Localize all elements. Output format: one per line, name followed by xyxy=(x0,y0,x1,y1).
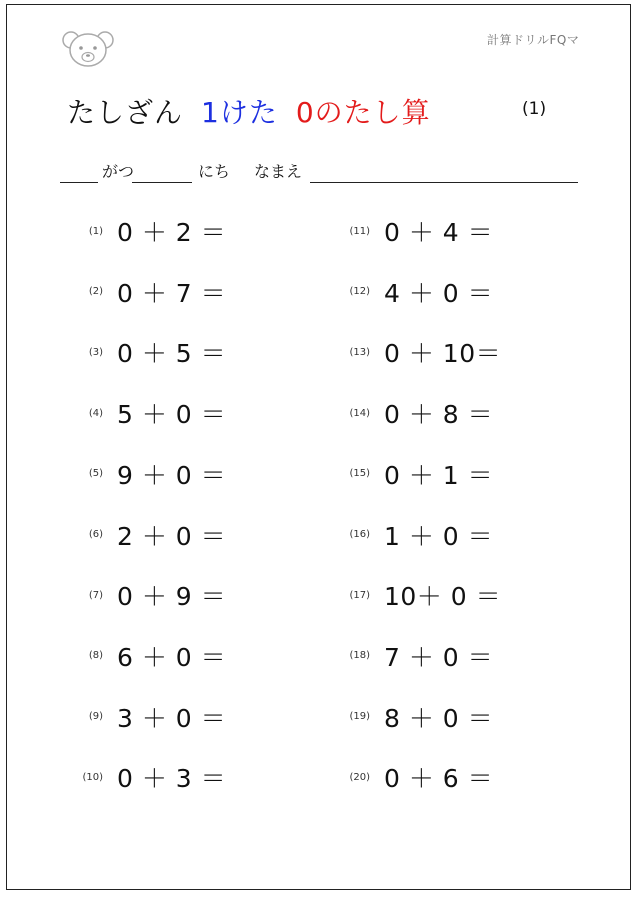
day-label: にち xyxy=(198,162,231,181)
title-part-digits: 1けた xyxy=(201,96,278,129)
problem-item xyxy=(334,275,493,309)
problem-number: (15) xyxy=(349,468,370,480)
problem-expression: 0 ＋ 2 ＝ xyxy=(117,218,227,247)
problem-number: (18) xyxy=(349,650,370,662)
problem-number: (12) xyxy=(349,286,370,298)
problem-number: (4) xyxy=(88,407,103,419)
problem-number: (3) xyxy=(88,346,103,358)
problem-expression: 4 ＋ 0 ＝ xyxy=(384,278,494,308)
sheet-number: (1) xyxy=(522,99,547,119)
problem-item xyxy=(67,396,226,430)
problem-expression: 2 ＋ 0 ＝ xyxy=(117,521,227,551)
problem-number: (8) xyxy=(88,650,103,662)
problem-expression: 0 ＋ 3 ＝ xyxy=(117,764,227,794)
problem-item xyxy=(334,396,493,430)
problem-expression: 0 ＋ 7 ＝ xyxy=(117,278,227,308)
problem-item xyxy=(67,639,226,673)
problem-expression: 6 ＋ 0 ＝ xyxy=(117,642,227,672)
day-blank[interactable] xyxy=(132,181,192,183)
problem-number: (11) xyxy=(349,225,370,237)
problem-number: (17) xyxy=(349,589,370,601)
problem-item xyxy=(67,518,226,552)
problem-item xyxy=(334,518,493,552)
problem-item xyxy=(334,457,493,491)
problem-number: (1) xyxy=(88,225,103,237)
month-label: がつ xyxy=(102,162,135,181)
problem-expression: 1 ＋ 0 ＝ xyxy=(384,521,494,551)
problem-item xyxy=(67,457,226,491)
brand-label: 計算ドリルFQマ xyxy=(487,33,580,47)
problem-number: (9) xyxy=(88,711,103,723)
problem-item xyxy=(67,700,226,734)
problem-expression: 0 ＋ 9 ＝ xyxy=(117,582,227,612)
problem-item xyxy=(334,639,493,673)
problem-expression: 7 ＋ 0 ＝ xyxy=(384,642,494,672)
name-label: なまえ xyxy=(254,162,303,181)
problem-expression: 0 ＋ 5 ＝ xyxy=(117,339,227,369)
month-blank[interactable] xyxy=(60,181,98,183)
problem-expression: 8 ＋ 0 ＝ xyxy=(384,703,494,733)
name-blank[interactable] xyxy=(310,181,578,183)
problem-item xyxy=(67,760,226,794)
problem-number: (2) xyxy=(88,286,103,298)
problem-expression: 3 ＋ 0 ＝ xyxy=(117,703,227,733)
problem-item xyxy=(334,578,501,612)
date-name-line xyxy=(60,155,578,185)
problem-expression: 9 ＋ 0 ＝ xyxy=(117,460,227,490)
problem-item xyxy=(67,275,226,309)
title-part-tashizan: たしざん xyxy=(67,96,184,129)
problem-expression: 5 ＋ 0 ＝ xyxy=(117,400,227,430)
problem-number: (6) xyxy=(88,529,103,540)
problem-expression: 0 ＋ 1 ＝ xyxy=(384,460,494,490)
problem-expression: 0 ＋ 4 ＝ xyxy=(384,218,494,247)
problem-number: (13) xyxy=(349,346,370,358)
problem-number: (10) xyxy=(82,771,103,783)
title-part-topic: 0のたし算 xyxy=(295,96,431,129)
problem-expression: 0 ＋ 6 ＝ xyxy=(384,764,494,794)
problem-item xyxy=(334,700,493,734)
problem-item xyxy=(334,760,493,794)
problem-number: (14) xyxy=(349,407,370,419)
worksheet-title xyxy=(67,91,431,131)
worksheet-page xyxy=(6,4,631,890)
problem-expression: 0 ＋ 8 ＝ xyxy=(384,400,494,430)
problem-number: (20) xyxy=(349,771,370,783)
problem-item xyxy=(67,578,226,612)
problem-number: (7) xyxy=(88,589,103,601)
problem-number: (16) xyxy=(349,529,370,540)
problem-expression: 0 ＋ 10＝ xyxy=(384,339,502,369)
problem-number: (19) xyxy=(349,711,370,723)
problem-expression: 10＋ 0 ＝ xyxy=(384,582,502,612)
problem-item xyxy=(334,335,501,369)
problem-number: (5) xyxy=(88,468,103,480)
problem-item xyxy=(67,335,226,369)
problem-item xyxy=(334,214,493,248)
bear-logo-icon xyxy=(62,29,114,69)
problem-item xyxy=(67,214,226,248)
